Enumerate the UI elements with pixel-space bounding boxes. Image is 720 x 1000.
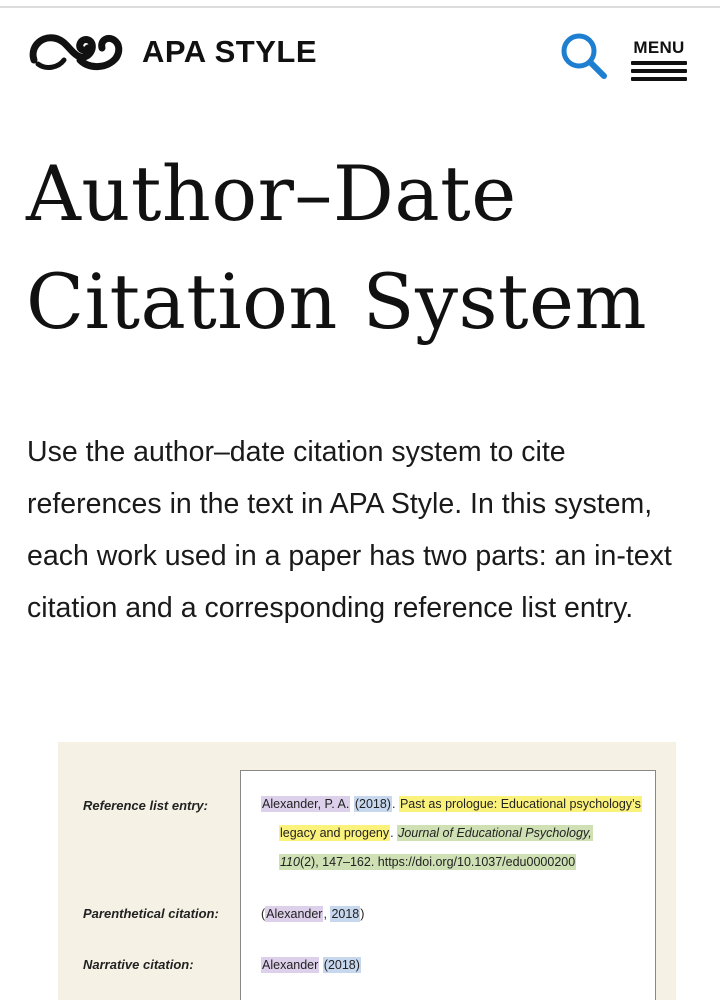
reference-year: (2018) bbox=[354, 797, 391, 811]
reference-journal: Journal of Educational Psychology, bbox=[398, 826, 592, 840]
reference-separator-1: . bbox=[391, 797, 396, 811]
reference-volume: 110 bbox=[280, 855, 300, 869]
parenthetical-separator: , bbox=[323, 907, 327, 921]
page-title-line-2: Citation System bbox=[26, 257, 648, 346]
reference-doi: https://doi.org/10.1037/edu0000200 bbox=[377, 855, 576, 869]
parenthetical-year: 2018 bbox=[331, 907, 360, 921]
reference-separator-2: . bbox=[390, 826, 394, 840]
reference-entry-line-1 bbox=[261, 793, 642, 815]
parenthetical-close: ) bbox=[360, 907, 365, 921]
parenthetical-citation-label: Parenthetical citation: bbox=[83, 906, 219, 921]
parenthetical-open: ( bbox=[261, 907, 266, 921]
citation-example-box bbox=[240, 770, 656, 1000]
menu-button[interactable] bbox=[626, 34, 692, 86]
top-rule bbox=[0, 0, 720, 8]
narrative-author: Alexander bbox=[262, 958, 319, 972]
page-title bbox=[26, 140, 706, 356]
reference-entry-line-2 bbox=[279, 822, 593, 844]
reference-issue-pages: (2), 147–162. bbox=[299, 855, 375, 869]
brand-name: APA STYLE bbox=[142, 34, 318, 69]
narrative-citation-label: Narrative citation: bbox=[83, 957, 194, 972]
hamburger-menu-icon bbox=[631, 61, 687, 81]
apa-wave-logo-icon bbox=[28, 30, 124, 74]
page-title-line-1: Author–Date bbox=[26, 149, 517, 238]
reference-title-part-1: Past as prologue: Educational psychology’s bbox=[399, 797, 641, 811]
reference-author: Alexander, P. A. bbox=[262, 797, 350, 811]
reference-title-part-2: legacy and progeny bbox=[280, 826, 390, 840]
reference-list-entry-label: Reference list entry: bbox=[83, 798, 208, 813]
narrative-year: (2018) bbox=[323, 958, 360, 972]
citation-example-figure bbox=[58, 742, 676, 1000]
narrative-citation-example bbox=[261, 954, 361, 976]
intro-paragraph: Use the author–date citation system to cite references in the text in APA Style. In this system, each work used in a paper has two parts: an in-text citation and a corresponding reference list entry. bbox=[27, 436, 672, 624]
apa-style-home-link[interactable] bbox=[28, 26, 317, 78]
menu-label: MENU bbox=[633, 38, 685, 57]
site-header bbox=[0, 8, 720, 100]
search-icon bbox=[556, 28, 612, 84]
search-button[interactable] bbox=[556, 28, 612, 84]
parenthetical-author: Alexander bbox=[266, 907, 323, 921]
reference-entry-line-3 bbox=[279, 851, 576, 873]
parenthetical-citation-example bbox=[261, 903, 364, 925]
